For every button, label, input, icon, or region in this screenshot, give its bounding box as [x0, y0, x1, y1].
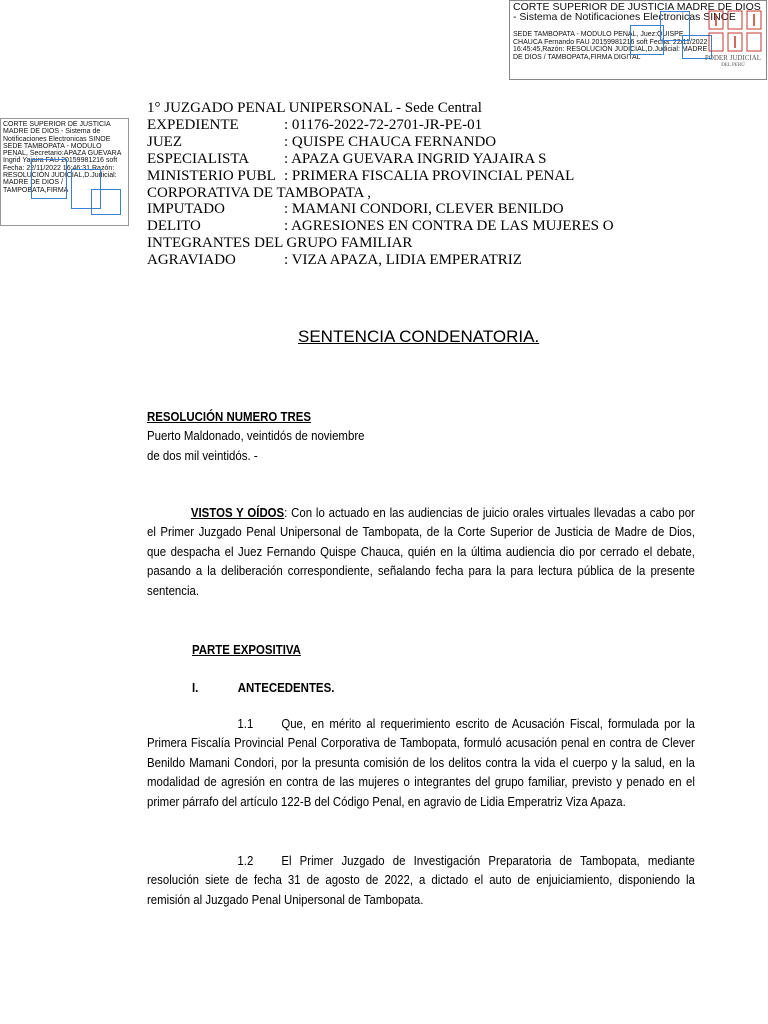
case-value: : APAZA GUEVARA INGRID YAJAIRA S [284, 150, 547, 167]
case-label: ESPECIALISTA [147, 150, 250, 167]
section-heading [192, 678, 456, 697]
case-value: : VIZA APAZA, LIDIA EMPERATRIZ [284, 252, 522, 269]
parte-expositiva-text: PARTE EXPOSITIVA [192, 642, 301, 657]
case-row-especialista [147, 151, 707, 168]
case-label: DELITO [147, 218, 201, 235]
vistos-paragraph [147, 503, 695, 600]
case-delito-continuation: INTEGRANTES DEL GRUPO FAMILIAR [147, 235, 413, 252]
document-title-text: SENTENCIA CONDENATORIA [298, 327, 535, 346]
document-title: SENTENCIA CONDENATORIA. [298, 327, 540, 346]
paragraph-text: El Primer Juzgado de Investigación Preparatoria de Tambopata, mediante resolución siete de fecha 31 de agosto de 2022, a dictado el auto de enjuiciamiento, disponiendo la remisión al Juzgado Penal Unipersonal de Tambopata. [147, 853, 695, 907]
case-label: IMPUTADO [147, 201, 225, 218]
vistos-text: : Con lo actuado en las audiencias de juicio orales virtuales llevadas a cabo por el Primer Juzgado Penal Unipersonal de Tambopata, de la Corte Superior de Justicia de Madre de Dios, que despacha el Juez Fernando Quispe Chauca, quién en la última audiencia dio por cerrado el debate, pasando a la deliberación correspondiente, señalando fecha para la para lectura pública de la presente sentencia. [147, 505, 695, 598]
case-value: : PRIMERA FISCALIA PROVINCIAL PENAL [284, 167, 575, 184]
qr-frame-icon [31, 159, 67, 199]
paragraph-1-1 [147, 714, 695, 811]
case-label: MINISTERIO PUBL [147, 167, 276, 184]
signature-details: CORTE SUPERIOR DE JUSTICIA MADRE DE DIOS - Sistema de Notificaciones Electronicas SINOE SEDE TAMBOPATA - MODULO PENAL, Secretario:APAZA GUEVARA Ingrid Yajaira FAU 20159981216 soft Fecha: 22/11/2022 16:46:31,Razón: RESOLUCIÓN JUDICIAL,D.Judicial: MADRE DE DIOS / TAMPOBATA,FIRMA [3, 121, 122, 194]
case-label: EXPEDIENTE [147, 116, 239, 133]
logo-sub: DEL PERÚ [721, 63, 745, 68]
case-row-delito [147, 218, 707, 235]
case-header [147, 100, 707, 269]
case-value: : AGRESIONES EN CONTRA DE LAS MUJERES O [284, 218, 614, 235]
resolution-place-date-cont: de dos mil veintidós. - [147, 447, 258, 463]
paragraph-number: 1.2 [237, 853, 254, 868]
parte-expositiva-heading [192, 640, 368, 659]
section-number: I. [192, 680, 199, 695]
digital-signature-stamp-secretary [0, 118, 129, 226]
case-value: : MAMANI CONDORI, CLEVER BENILDO [284, 201, 564, 218]
case-label: JUEZ [147, 133, 182, 150]
qr-frame-icon [630, 25, 664, 55]
case-row-expediente [147, 117, 707, 134]
resolution-block [147, 407, 499, 465]
case-ministerio-continuation: CORPORATIVA DE TAMBOPATA , [147, 184, 372, 201]
court-name: 1° JUZGADO PENAL UNIPERSONAL - Sede Central [147, 100, 482, 116]
case-value: : 01176-2022-72-2701-JR-PE-01 [284, 116, 483, 133]
case-row-ministerio [147, 168, 707, 185]
case-row-agraviado [147, 252, 707, 269]
qr-frame-icon [91, 189, 121, 215]
paragraph-text: Que, en mérito al requerimiento escrito de Acusación Fiscal, formulada por la Primera Fiscalía Provincial Penal Corporativa de Tambopata, formuló acusación penal en contra de Clever Benildo Mamani Condori, por la presunta comisión de los delitos contra la vida el cuerpo y la salud, en la modalidad de agresión en contra de las mujeres o integrantes del grupo familiar, previsto y penado en el primer párrafo del artículo 122-B del Código Penal, en agravio de Lidia Emperatriz Viza Apaza. [147, 716, 695, 809]
resolution-place-date: Puerto Maldonado, veintidós de noviembre [147, 428, 365, 444]
paragraph-number: 1.1 [237, 716, 254, 731]
signature-court-line: CORTE SUPERIOR DE JUSTICIA MADRE DE DIOS - Sistema de Notificaciones Electronicas SINOE [513, 1, 761, 23]
case-value: : QUISPE CHAUCA FERNANDO [284, 133, 497, 150]
section-title: ANTECEDENTES. [237, 680, 335, 695]
case-label: AGRAVIADO [147, 252, 236, 269]
resolution-heading: RESOLUCIÓN NUMERO TRES [147, 409, 311, 424]
digital-signature-stamp-judge [509, 0, 767, 80]
logo-name: PODER JUDICIAL [704, 54, 762, 62]
signature-details: SEDE TAMBOPATA - MODULO PENAL, Juez:QUISPE CHAUCA Fernando FAU 20159981216 soft Fecha: 22/11/2022 16:45:45,Razón: RESOLUCIÓN JUDICIAL,D.Judicial: MADRE DE DIOS / TAMBOPATA,FIRMA DIGITAL [513, 31, 708, 61]
case-row-juez [147, 134, 707, 151]
vistos-lead: VISTOS Y OÍDOS [190, 505, 285, 520]
case-row-imputado [147, 201, 707, 218]
paragraph-1-2 [147, 851, 695, 909]
